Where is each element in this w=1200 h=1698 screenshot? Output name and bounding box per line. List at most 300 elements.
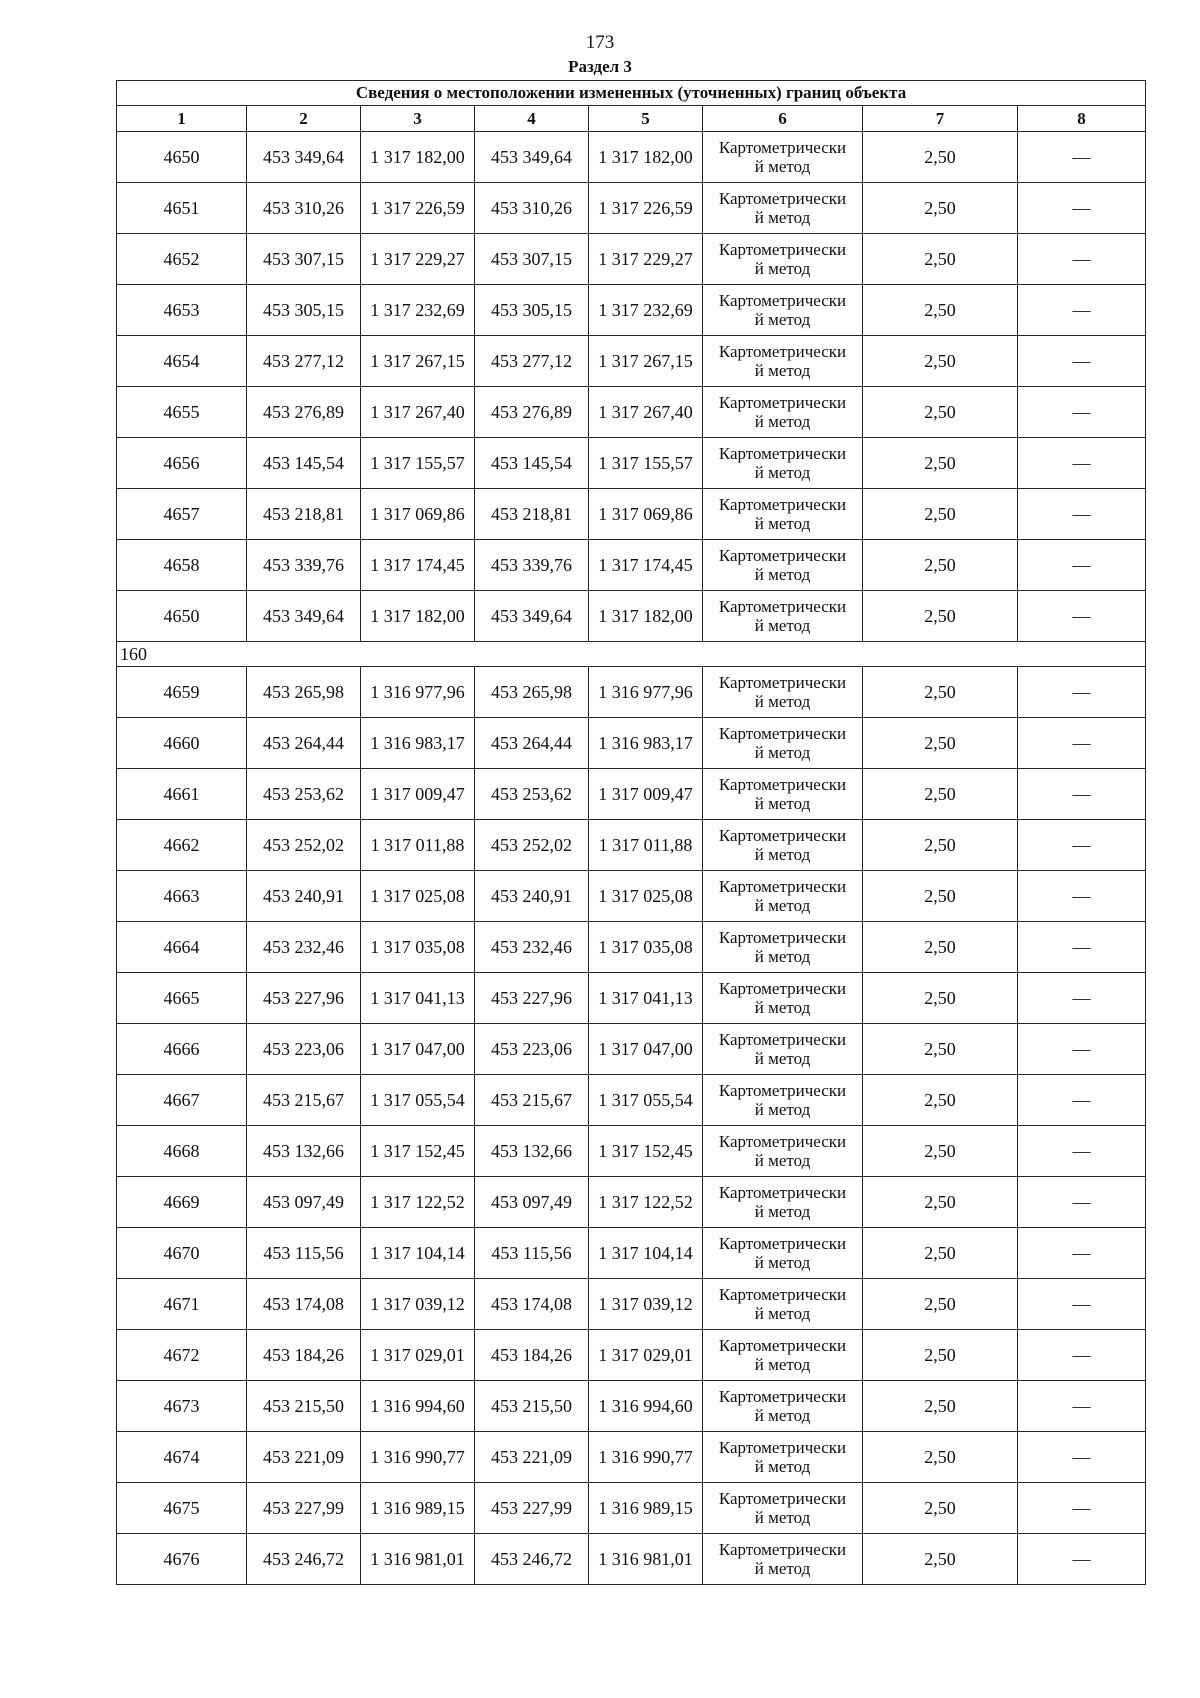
x-new-cell: 453 221,09 — [475, 1432, 589, 1483]
group-label: 160 — [117, 642, 1146, 667]
precision-cell: 2,50 — [863, 1483, 1018, 1534]
x-new-cell: 453 227,99 — [475, 1483, 589, 1534]
precision-cell: 2,50 — [863, 591, 1018, 642]
y-new-cell: 1 316 981,01 — [589, 1534, 703, 1585]
y-new-cell: 1 317 039,12 — [589, 1279, 703, 1330]
description-cell: — — [1018, 285, 1146, 336]
method-line-1: Картометрически — [718, 724, 847, 743]
precision-cell: 2,50 — [863, 820, 1018, 871]
table-row — [117, 973, 1146, 1024]
method-line-1: Картометрически — [718, 240, 847, 259]
y-existing-cell: 1 316 990,77 — [361, 1432, 475, 1483]
y-new-cell: 1 317 047,00 — [589, 1024, 703, 1075]
method-cell — [703, 387, 863, 438]
x-new-cell: 453 276,89 — [475, 387, 589, 438]
y-existing-cell: 1 317 232,69 — [361, 285, 475, 336]
y-existing-cell: 1 317 009,47 — [361, 769, 475, 820]
column-number: 5 — [589, 106, 703, 132]
x-existing-cell: 453 246,72 — [247, 1534, 361, 1585]
method-line-1: Картометрически — [718, 138, 847, 157]
description-cell: — — [1018, 820, 1146, 871]
precision-cell: 2,50 — [863, 1432, 1018, 1483]
y-existing-cell: 1 316 977,96 — [361, 667, 475, 718]
method-cell — [703, 540, 863, 591]
point-number-cell: 4661 — [117, 769, 247, 820]
description-cell: — — [1018, 1330, 1146, 1381]
method-line-2: й метод — [754, 565, 811, 584]
table-row — [117, 1075, 1146, 1126]
y-existing-cell: 1 317 152,45 — [361, 1126, 475, 1177]
x-existing-cell: 453 277,12 — [247, 336, 361, 387]
y-existing-cell: 1 317 041,13 — [361, 973, 475, 1024]
method-cell — [703, 871, 863, 922]
x-new-cell: 453 253,62 — [475, 769, 589, 820]
method-line-2: й метод — [754, 743, 811, 762]
y-new-cell: 1 316 989,15 — [589, 1483, 703, 1534]
y-existing-cell: 1 317 182,00 — [361, 132, 475, 183]
method-cell — [703, 1279, 863, 1330]
method-cell — [703, 718, 863, 769]
x-existing-cell: 453 307,15 — [247, 234, 361, 285]
description-cell: — — [1018, 1534, 1146, 1585]
method-line-1: Картометрически — [718, 1540, 847, 1559]
method-cell — [703, 132, 863, 183]
precision-cell: 2,50 — [863, 336, 1018, 387]
method-line-2: й метод — [754, 259, 811, 278]
method-line-1: Картометрически — [718, 1234, 847, 1253]
table-row — [117, 922, 1146, 973]
method-cell — [703, 1075, 863, 1126]
x-existing-cell: 453 240,91 — [247, 871, 361, 922]
x-existing-cell: 453 184,26 — [247, 1330, 361, 1381]
point-number-cell: 4671 — [117, 1279, 247, 1330]
x-existing-cell: 453 339,76 — [247, 540, 361, 591]
x-new-cell: 453 174,08 — [475, 1279, 589, 1330]
point-number-cell: 4662 — [117, 820, 247, 871]
description-cell: — — [1018, 1228, 1146, 1279]
x-existing-cell: 453 252,02 — [247, 820, 361, 871]
x-existing-cell: 453 132,66 — [247, 1126, 361, 1177]
x-existing-cell: 453 305,15 — [247, 285, 361, 336]
method-cell — [703, 1177, 863, 1228]
description-cell: — — [1018, 540, 1146, 591]
method-cell — [703, 285, 863, 336]
table-row — [117, 489, 1146, 540]
table-row — [117, 769, 1146, 820]
precision-cell: 2,50 — [863, 871, 1018, 922]
y-new-cell: 1 317 155,57 — [589, 438, 703, 489]
y-new-cell: 1 317 122,52 — [589, 1177, 703, 1228]
x-existing-cell: 453 264,44 — [247, 718, 361, 769]
description-cell: — — [1018, 1075, 1146, 1126]
precision-cell: 2,50 — [863, 1177, 1018, 1228]
method-line-1: Картометрически — [718, 1336, 847, 1355]
x-existing-cell: 453 221,09 — [247, 1432, 361, 1483]
y-new-cell: 1 317 055,54 — [589, 1075, 703, 1126]
point-number-cell: 4652 — [117, 234, 247, 285]
table-row — [117, 718, 1146, 769]
table-row — [117, 234, 1146, 285]
point-number-cell: 4654 — [117, 336, 247, 387]
x-new-cell: 453 246,72 — [475, 1534, 589, 1585]
description-cell: — — [1018, 591, 1146, 642]
method-line-1: Картометрически — [718, 495, 847, 514]
point-number-cell: 4650 — [117, 591, 247, 642]
table-row — [117, 1228, 1146, 1279]
method-line-1: Картометрически — [718, 189, 847, 208]
method-line-1: Картометрически — [718, 928, 847, 947]
x-new-cell: 453 264,44 — [475, 718, 589, 769]
method-line-1: Картометрически — [718, 1183, 847, 1202]
method-cell — [703, 667, 863, 718]
method-line-2: й метод — [754, 1508, 811, 1527]
method-line-1: Картометрически — [718, 1081, 847, 1100]
description-cell: — — [1018, 387, 1146, 438]
point-number-cell: 4650 — [117, 132, 247, 183]
method-line-2: й метод — [754, 1100, 811, 1119]
method-line-2: й метод — [754, 947, 811, 966]
point-number-cell: 4670 — [117, 1228, 247, 1279]
y-new-cell: 1 317 267,15 — [589, 336, 703, 387]
method-line-1: Картометрически — [718, 1285, 847, 1304]
point-number-cell: 4668 — [117, 1126, 247, 1177]
table-row — [117, 1177, 1146, 1228]
point-number-cell: 4660 — [117, 718, 247, 769]
method-line-2: й метод — [754, 692, 811, 711]
method-line-1: Картометрически — [718, 342, 847, 361]
method-line-2: й метод — [754, 208, 811, 227]
y-new-cell: 1 317 069,86 — [589, 489, 703, 540]
description-cell: — — [1018, 1177, 1146, 1228]
x-existing-cell: 453 310,26 — [247, 183, 361, 234]
method-line-2: й метод — [754, 1151, 811, 1170]
x-existing-cell: 453 227,96 — [247, 973, 361, 1024]
point-number-cell: 4665 — [117, 973, 247, 1024]
x-existing-cell: 453 349,64 — [247, 591, 361, 642]
y-existing-cell: 1 317 155,57 — [361, 438, 475, 489]
x-new-cell: 453 097,49 — [475, 1177, 589, 1228]
page-number: 173 — [585, 32, 615, 53]
x-new-cell: 453 145,54 — [475, 438, 589, 489]
method-line-2: й метод — [754, 1457, 811, 1476]
x-new-cell: 453 232,46 — [475, 922, 589, 973]
point-number-cell: 4673 — [117, 1381, 247, 1432]
point-number-cell: 4663 — [117, 871, 247, 922]
method-cell — [703, 922, 863, 973]
method-cell — [703, 234, 863, 285]
table-row — [117, 1483, 1146, 1534]
y-existing-cell: 1 317 104,14 — [361, 1228, 475, 1279]
y-existing-cell: 1 317 039,12 — [361, 1279, 475, 1330]
x-existing-cell: 453 174,08 — [247, 1279, 361, 1330]
description-cell: — — [1018, 489, 1146, 540]
method-line-2: й метод — [754, 1202, 811, 1221]
column-number: 2 — [247, 106, 361, 132]
method-line-1: Картометрически — [718, 597, 847, 616]
method-line-1: Картометрически — [718, 1030, 847, 1049]
method-cell — [703, 438, 863, 489]
point-number-cell: 4664 — [117, 922, 247, 973]
y-new-cell: 1 316 977,96 — [589, 667, 703, 718]
y-existing-cell: 1 317 229,27 — [361, 234, 475, 285]
x-new-cell: 453 310,26 — [475, 183, 589, 234]
point-number-cell: 4676 — [117, 1534, 247, 1585]
y-new-cell: 1 317 029,01 — [589, 1330, 703, 1381]
x-new-cell: 453 132,66 — [475, 1126, 589, 1177]
precision-cell: 2,50 — [863, 183, 1018, 234]
method-line-1: Картометрически — [718, 444, 847, 463]
description-cell: — — [1018, 336, 1146, 387]
x-new-cell: 453 277,12 — [475, 336, 589, 387]
method-line-1: Картометрически — [718, 393, 847, 412]
y-existing-cell: 1 317 035,08 — [361, 922, 475, 973]
precision-cell: 2,50 — [863, 234, 1018, 285]
y-new-cell: 1 317 229,27 — [589, 234, 703, 285]
description-cell: — — [1018, 667, 1146, 718]
y-new-cell: 1 317 267,40 — [589, 387, 703, 438]
section-title: Раздел 3 — [568, 57, 632, 76]
method-cell — [703, 489, 863, 540]
description-cell: — — [1018, 1381, 1146, 1432]
method-cell — [703, 336, 863, 387]
method-line-1: Картометрически — [718, 1387, 847, 1406]
method-cell — [703, 1534, 863, 1585]
point-number-cell: 4659 — [117, 667, 247, 718]
y-existing-cell: 1 316 981,01 — [361, 1534, 475, 1585]
method-cell — [703, 1126, 863, 1177]
x-existing-cell: 453 253,62 — [247, 769, 361, 820]
method-line-2: й метод — [754, 616, 811, 635]
point-number-cell: 4653 — [117, 285, 247, 336]
point-number-cell: 4657 — [117, 489, 247, 540]
method-cell — [703, 183, 863, 234]
precision-cell: 2,50 — [863, 718, 1018, 769]
x-new-cell: 453 265,98 — [475, 667, 589, 718]
group-row — [117, 642, 1146, 667]
precision-cell: 2,50 — [863, 285, 1018, 336]
description-cell: — — [1018, 234, 1146, 285]
y-new-cell: 1 316 990,77 — [589, 1432, 703, 1483]
method-line-1: Картометрически — [718, 826, 847, 845]
description-cell: — — [1018, 1126, 1146, 1177]
table-row — [117, 871, 1146, 922]
y-existing-cell: 1 317 226,59 — [361, 183, 475, 234]
precision-cell: 2,50 — [863, 1126, 1018, 1177]
y-existing-cell: 1 317 122,52 — [361, 1177, 475, 1228]
method-cell — [703, 1483, 863, 1534]
table-row — [117, 285, 1146, 336]
x-new-cell: 453 252,02 — [475, 820, 589, 871]
column-number-row — [117, 106, 1146, 132]
x-existing-cell: 453 145,54 — [247, 438, 361, 489]
precision-cell: 2,50 — [863, 769, 1018, 820]
method-line-2: й метод — [754, 463, 811, 482]
table-row — [117, 438, 1146, 489]
y-existing-cell: 1 317 047,00 — [361, 1024, 475, 1075]
precision-cell: 2,50 — [863, 1228, 1018, 1279]
method-cell — [703, 1381, 863, 1432]
point-number-cell: 4666 — [117, 1024, 247, 1075]
table-row — [117, 1534, 1146, 1585]
method-line-1: Картометрически — [718, 1438, 847, 1457]
y-existing-cell: 1 316 983,17 — [361, 718, 475, 769]
method-line-2: й метод — [754, 1253, 811, 1272]
description-cell: — — [1018, 973, 1146, 1024]
method-cell — [703, 1330, 863, 1381]
column-number: 7 — [863, 106, 1018, 132]
table-row — [117, 820, 1146, 871]
description-cell: — — [1018, 132, 1146, 183]
method-line-2: й метод — [754, 514, 811, 533]
column-number: 1 — [117, 106, 247, 132]
point-number-cell: 4675 — [117, 1483, 247, 1534]
y-new-cell: 1 317 035,08 — [589, 922, 703, 973]
point-number-cell: 4656 — [117, 438, 247, 489]
column-number: 6 — [703, 106, 863, 132]
x-new-cell: 453 115,56 — [475, 1228, 589, 1279]
y-new-cell: 1 317 226,59 — [589, 183, 703, 234]
table-row — [117, 1381, 1146, 1432]
description-cell: — — [1018, 871, 1146, 922]
x-existing-cell: 453 232,46 — [247, 922, 361, 973]
column-number: 4 — [475, 106, 589, 132]
method-cell — [703, 820, 863, 871]
table-row — [117, 667, 1146, 718]
x-new-cell: 453 349,64 — [475, 591, 589, 642]
method-line-1: Картометрически — [718, 979, 847, 998]
method-cell — [703, 1228, 863, 1279]
x-new-cell: 453 218,81 — [475, 489, 589, 540]
description-cell: — — [1018, 1024, 1146, 1075]
description-cell: — — [1018, 183, 1146, 234]
method-line-2: й метод — [754, 794, 811, 813]
table-row — [117, 183, 1146, 234]
y-new-cell: 1 317 009,47 — [589, 769, 703, 820]
method-line-2: й метод — [754, 1355, 811, 1374]
table-caption-row — [117, 81, 1146, 106]
y-existing-cell: 1 317 267,40 — [361, 387, 475, 438]
x-new-cell: 453 223,06 — [475, 1024, 589, 1075]
y-new-cell: 1 316 983,17 — [589, 718, 703, 769]
method-line-1: Картометрически — [718, 877, 847, 896]
method-line-1: Картометрически — [718, 1132, 847, 1151]
x-new-cell: 453 349,64 — [475, 132, 589, 183]
precision-cell: 2,50 — [863, 132, 1018, 183]
precision-cell: 2,50 — [863, 438, 1018, 489]
column-number: 3 — [361, 106, 475, 132]
description-cell: — — [1018, 769, 1146, 820]
precision-cell: 2,50 — [863, 489, 1018, 540]
precision-cell: 2,50 — [863, 973, 1018, 1024]
table-row — [117, 1024, 1146, 1075]
precision-cell: 2,50 — [863, 922, 1018, 973]
precision-cell: 2,50 — [863, 387, 1018, 438]
table-row — [117, 1126, 1146, 1177]
method-line-2: й метод — [754, 896, 811, 915]
method-line-2: й метод — [754, 157, 811, 176]
point-number-cell: 4658 — [117, 540, 247, 591]
table-row — [117, 387, 1146, 438]
point-number-cell: 4669 — [117, 1177, 247, 1228]
y-existing-cell: 1 317 055,54 — [361, 1075, 475, 1126]
table-row — [117, 336, 1146, 387]
y-existing-cell: 1 317 267,15 — [361, 336, 475, 387]
y-existing-cell: 1 317 029,01 — [361, 1330, 475, 1381]
method-cell — [703, 1024, 863, 1075]
x-existing-cell: 453 223,06 — [247, 1024, 361, 1075]
x-new-cell: 453 215,50 — [475, 1381, 589, 1432]
method-line-2: й метод — [754, 361, 811, 380]
precision-cell: 2,50 — [863, 1330, 1018, 1381]
precision-cell: 2,50 — [863, 1024, 1018, 1075]
table-row — [117, 1432, 1146, 1483]
y-new-cell: 1 317 152,45 — [589, 1126, 703, 1177]
y-existing-cell: 1 316 989,15 — [361, 1483, 475, 1534]
y-existing-cell: 1 317 182,00 — [361, 591, 475, 642]
method-line-2: й метод — [754, 1304, 811, 1323]
y-new-cell: 1 317 041,13 — [589, 973, 703, 1024]
description-cell: — — [1018, 1432, 1146, 1483]
x-new-cell: 453 184,26 — [475, 1330, 589, 1381]
precision-cell: 2,50 — [863, 540, 1018, 591]
table-body — [117, 132, 1146, 1585]
method-line-1: Картометрически — [718, 291, 847, 310]
method-cell — [703, 591, 863, 642]
method-line-2: й метод — [754, 310, 811, 329]
table-row — [117, 540, 1146, 591]
method-cell — [703, 1432, 863, 1483]
method-line-1: Картометрически — [718, 1489, 847, 1508]
description-cell: — — [1018, 1279, 1146, 1330]
y-new-cell: 1 317 182,00 — [589, 132, 703, 183]
description-cell: — — [1018, 718, 1146, 769]
y-new-cell: 1 317 232,69 — [589, 285, 703, 336]
table-row — [117, 1330, 1146, 1381]
point-number-cell: 4651 — [117, 183, 247, 234]
point-number-cell: 4655 — [117, 387, 247, 438]
x-existing-cell: 453 227,99 — [247, 1483, 361, 1534]
y-new-cell: 1 317 025,08 — [589, 871, 703, 922]
x-existing-cell: 453 276,89 — [247, 387, 361, 438]
table-caption: Сведения о местоположении измененных (уточненных) границ объекта — [117, 81, 1146, 106]
precision-cell: 2,50 — [863, 1075, 1018, 1126]
x-new-cell: 453 307,15 — [475, 234, 589, 285]
method-cell — [703, 769, 863, 820]
y-existing-cell: 1 317 011,88 — [361, 820, 475, 871]
y-new-cell: 1 317 174,45 — [589, 540, 703, 591]
x-new-cell: 453 215,67 — [475, 1075, 589, 1126]
point-number-cell: 4667 — [117, 1075, 247, 1126]
x-new-cell: 453 305,15 — [475, 285, 589, 336]
description-cell: — — [1018, 438, 1146, 489]
point-number-cell: 4672 — [117, 1330, 247, 1381]
precision-cell: 2,50 — [863, 1534, 1018, 1585]
y-new-cell: 1 317 011,88 — [589, 820, 703, 871]
method-line-2: й метод — [754, 412, 811, 431]
y-new-cell: 1 316 994,60 — [589, 1381, 703, 1432]
x-existing-cell: 453 215,50 — [247, 1381, 361, 1432]
column-number: 8 — [1018, 106, 1146, 132]
method-line-1: Картометрически — [718, 673, 847, 692]
x-existing-cell: 453 218,81 — [247, 489, 361, 540]
method-line-2: й метод — [754, 845, 811, 864]
method-line-1: Картометрически — [718, 775, 847, 794]
y-existing-cell: 1 317 174,45 — [361, 540, 475, 591]
x-new-cell: 453 240,91 — [475, 871, 589, 922]
boundary-table — [116, 80, 1146, 1585]
y-new-cell: 1 317 104,14 — [589, 1228, 703, 1279]
x-existing-cell: 453 265,98 — [247, 667, 361, 718]
